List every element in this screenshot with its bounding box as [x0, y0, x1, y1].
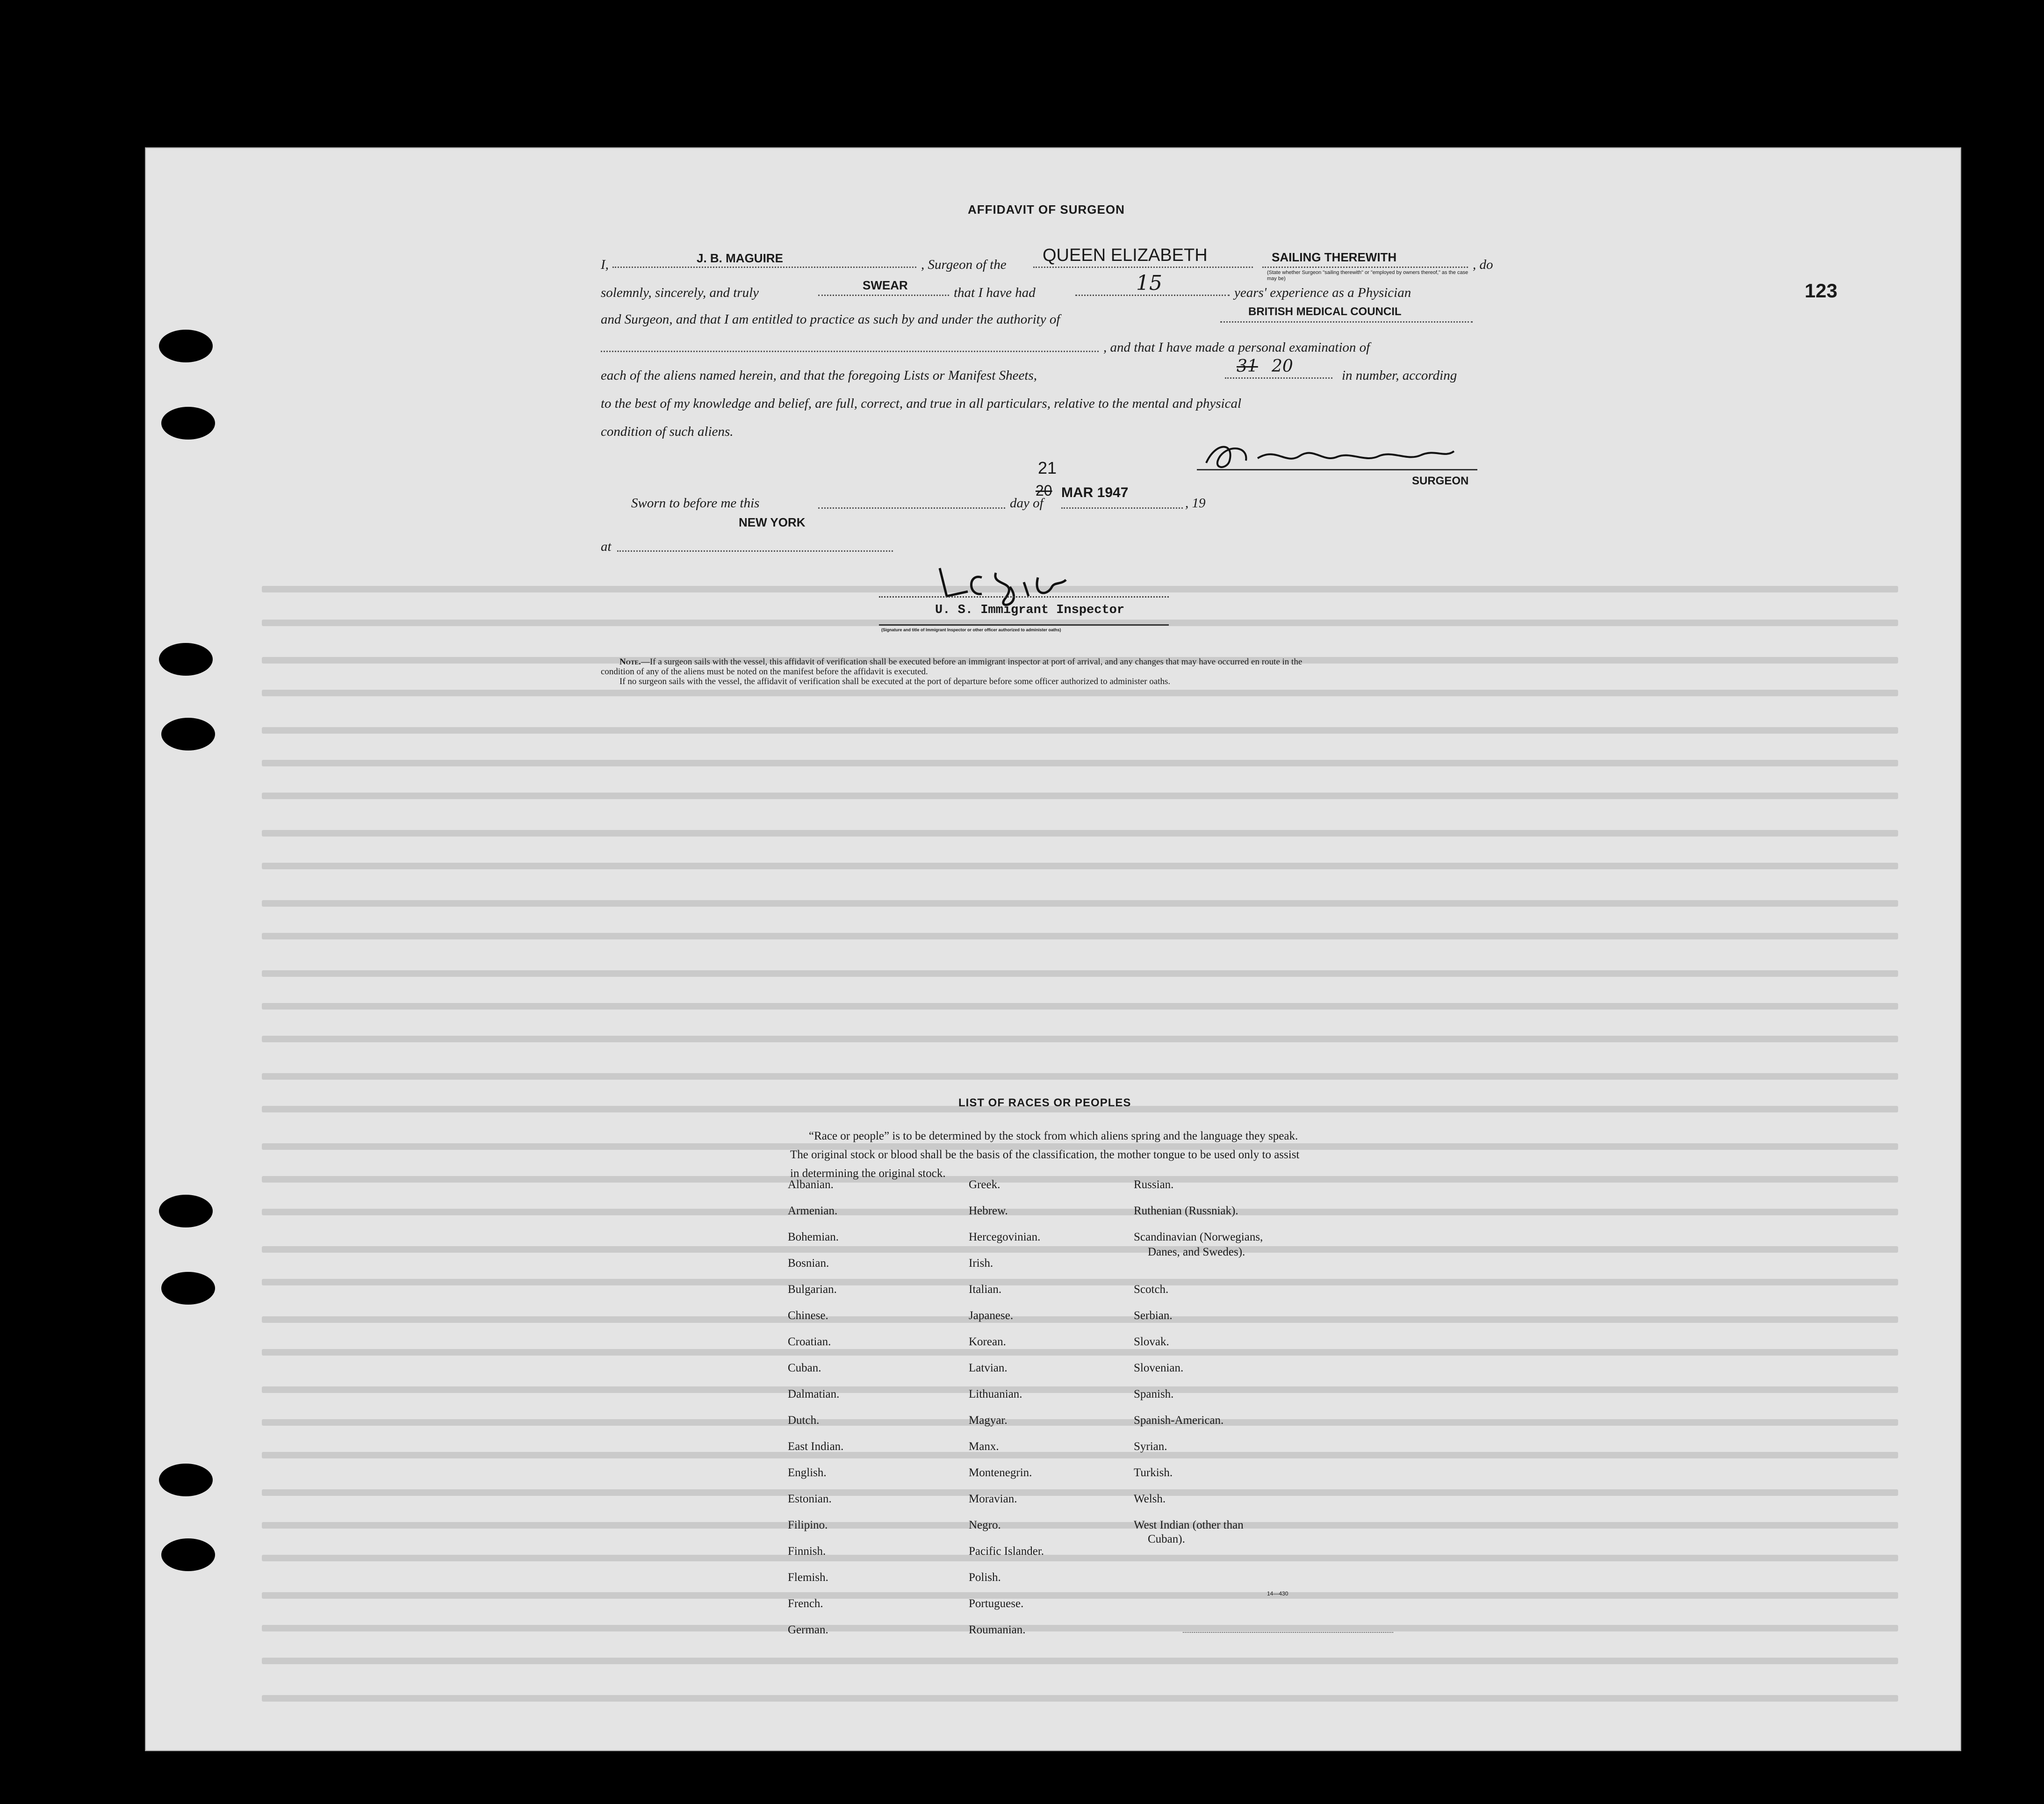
authority: BRITISH MEDICAL COUNCIL	[1248, 305, 1402, 318]
line5-prefix: each of the aliens named herein, and that the foregoing Lists or Manifest Sheets,	[601, 368, 1037, 383]
race-item: Ruthenian (Russniak).	[1134, 1205, 1238, 1217]
date-line	[1061, 507, 1183, 509]
place-line	[617, 550, 893, 552]
punch-hole	[161, 718, 215, 750]
race-item: Magyar.	[969, 1414, 1008, 1427]
race-item: Slovenian.	[1134, 1362, 1184, 1374]
day-label: day of	[1010, 496, 1044, 511]
sworn-day-line	[818, 507, 1005, 509]
punch-hole	[159, 1464, 213, 1496]
race-item: French.	[788, 1597, 823, 1610]
note-text-1: —If a surgeon sails with the vessel, this affidavit of verification shall be executed before an immigrant inspector at port of arrival, and any changes that may have occurred en route in the condition of any of the aliens must be noted on the manifest before the affidavit is executed.	[601, 657, 1303, 677]
race-item: Finnish.	[788, 1545, 826, 1558]
punch-hole	[161, 1538, 215, 1571]
race-item: Latvian.	[969, 1362, 1008, 1374]
line7: condition of such aliens.	[601, 424, 734, 439]
race-item: Portuguese.	[969, 1597, 1024, 1610]
race-item: Turkish.	[1134, 1466, 1173, 1479]
race-item: English.	[788, 1466, 827, 1479]
race-item: Pacific Islander.	[969, 1545, 1044, 1558]
date-day-new: 21	[1038, 458, 1057, 477]
race-item: Estonian.	[788, 1493, 832, 1505]
race-item: Danes, and Swedes).	[1148, 1246, 1245, 1258]
race-item: Spanish.	[1134, 1388, 1174, 1400]
race-item: Cuban.	[788, 1362, 821, 1374]
page-number: 123	[1805, 280, 1838, 302]
form-number: 14—430	[1267, 1590, 1288, 1597]
race-item: Chinese.	[788, 1309, 828, 1322]
surgeon-label: SURGEON	[1412, 475, 1469, 487]
line2-prefix: solemnly, sincerely, and truly	[601, 285, 759, 300]
punch-hole	[159, 643, 213, 676]
punch-hole	[159, 1195, 213, 1227]
race-item: Slovak.	[1134, 1335, 1169, 1348]
year-suffix: , 19	[1185, 496, 1206, 511]
note-label: Note.	[619, 657, 641, 667]
race-item: Irish.	[969, 1257, 993, 1270]
race-item: Flemish.	[788, 1571, 828, 1584]
race-item: Hebrew.	[969, 1205, 1008, 1217]
note-text-2: If no surgeon sails with the vessel, the affidavit of verification shall be executed at the port of departure before some officer authorized to administer oaths.	[619, 677, 1171, 686]
race-item: East Indian.	[788, 1440, 844, 1453]
vessel-line	[1033, 267, 1253, 268]
race-item: Russian.	[1134, 1178, 1174, 1191]
race-item: Welsh.	[1134, 1493, 1166, 1505]
date-rest: MAR 1947	[1061, 485, 1129, 500]
years-value: 15	[1136, 271, 1162, 295]
race-item: Cuban).	[1148, 1533, 1185, 1545]
race-item: Montenegrin.	[969, 1466, 1032, 1479]
race-item: Lithuanian.	[969, 1388, 1022, 1400]
race-item: Serbian.	[1134, 1309, 1173, 1322]
race-item: Dutch.	[788, 1414, 820, 1427]
at-label: at	[601, 539, 612, 554]
race-item: Hercegovinian.	[969, 1231, 1041, 1243]
race-item: Albanian.	[788, 1178, 834, 1191]
race-item: Syrian.	[1134, 1440, 1167, 1453]
line3: and Surgeon, and that I am entitled to practice as such by and under the authority of	[601, 312, 1060, 327]
race-item: Armenian.	[788, 1205, 838, 1217]
punch-hole	[159, 330, 213, 362]
surgeon-name-line	[612, 267, 916, 268]
line2-end: years' experience as a Physician	[1234, 285, 1411, 300]
race-item: Italian.	[969, 1283, 1002, 1296]
race-item: Polish.	[969, 1571, 1001, 1584]
sheets-struck: 31	[1237, 357, 1258, 376]
race-item: Bohemian.	[788, 1231, 839, 1243]
line1-prefix: I,	[601, 257, 609, 272]
race-item: West Indian (other than	[1134, 1519, 1244, 1531]
race-item: Moravian.	[969, 1493, 1017, 1505]
surgeon-name: J. B. MAGUIRE	[697, 251, 783, 265]
line5-end: in number, according	[1342, 368, 1457, 383]
punch-hole	[161, 1272, 215, 1305]
inspector-title: U. S. Immigrant Inspector	[935, 603, 1125, 617]
races-title: LIST OF RACES OR PEOPLES	[958, 1097, 1131, 1109]
race-item: Roumanian.	[969, 1624, 1026, 1636]
vessel-name: QUEEN ELIZABETH	[1043, 245, 1208, 265]
line6: to the best of my knowledge and belief, are full, correct, and true in all particulars, relative to the mental and physical	[601, 396, 1242, 411]
race-item: Croatian.	[788, 1335, 831, 1348]
race-item: Manx.	[969, 1440, 999, 1453]
sworn-prefix: Sworn to before me this	[631, 496, 760, 511]
punch-hole	[161, 407, 215, 440]
oath-line	[818, 295, 949, 296]
line1-end: , do	[1473, 257, 1493, 272]
race-item: Dalmatian.	[788, 1388, 840, 1400]
inspector-title-line	[879, 624, 1169, 626]
sailing-line	[1262, 267, 1468, 268]
line4: , and that I have made a personal examination of	[1103, 340, 1370, 355]
years-line	[1075, 295, 1230, 296]
bottom-dots	[1183, 1632, 1393, 1633]
sheets-line	[1225, 377, 1332, 379]
race-item: Negro.	[969, 1519, 1001, 1531]
sailing-status: SAILING THEREWITH	[1272, 250, 1397, 264]
race-item: Scotch.	[1134, 1283, 1169, 1296]
races-intro: “Race or people” is to be determined by the stock from which aliens spring and the language they speak. The original stock or blood shall be the basis of the classification, the mother tongue to be used only to assist in determining the original stock.	[790, 1130, 1300, 1180]
inspector-note: (Signature and title of Immigrant Inspector or other officer authorized to administer oaths)	[881, 628, 1061, 632]
line2-mid: that I have had	[954, 285, 1036, 300]
surgeon-signature-line	[1197, 469, 1477, 470]
race-item: Filipino.	[788, 1519, 828, 1531]
inspector-signature-line	[879, 596, 1169, 598]
race-item: Bulgarian.	[788, 1283, 837, 1296]
race-item: Bosnian.	[788, 1257, 829, 1270]
authority-line	[1220, 321, 1473, 323]
line1-mid: , Surgeon of the	[921, 257, 1007, 272]
race-item: Greek.	[969, 1178, 1000, 1191]
note-block	[601, 657, 1335, 686]
inspector-signature-scribble	[930, 559, 1071, 610]
authority-line-2	[601, 351, 1099, 352]
sheets-value: 20	[1272, 357, 1293, 376]
affidavit-title: AFFIDAVIT OF SURGEON	[968, 202, 1125, 216]
race-item: Spanish-American.	[1134, 1414, 1224, 1427]
race-item: Japanese.	[969, 1309, 1014, 1322]
race-item: German.	[788, 1624, 828, 1636]
oath-word: SWEAR	[863, 278, 908, 292]
date-day-struck: 20	[1036, 482, 1052, 499]
place: NEW YORK	[739, 515, 806, 529]
race-item: Korean.	[969, 1335, 1006, 1348]
race-item: Scandinavian (Norwegians,	[1134, 1231, 1263, 1243]
sailing-note: (State whether Surgeon "sailing therewith" or "employed by owners thereof," as the case may be)	[1267, 270, 1468, 281]
manifest-sheet	[145, 147, 1961, 1751]
